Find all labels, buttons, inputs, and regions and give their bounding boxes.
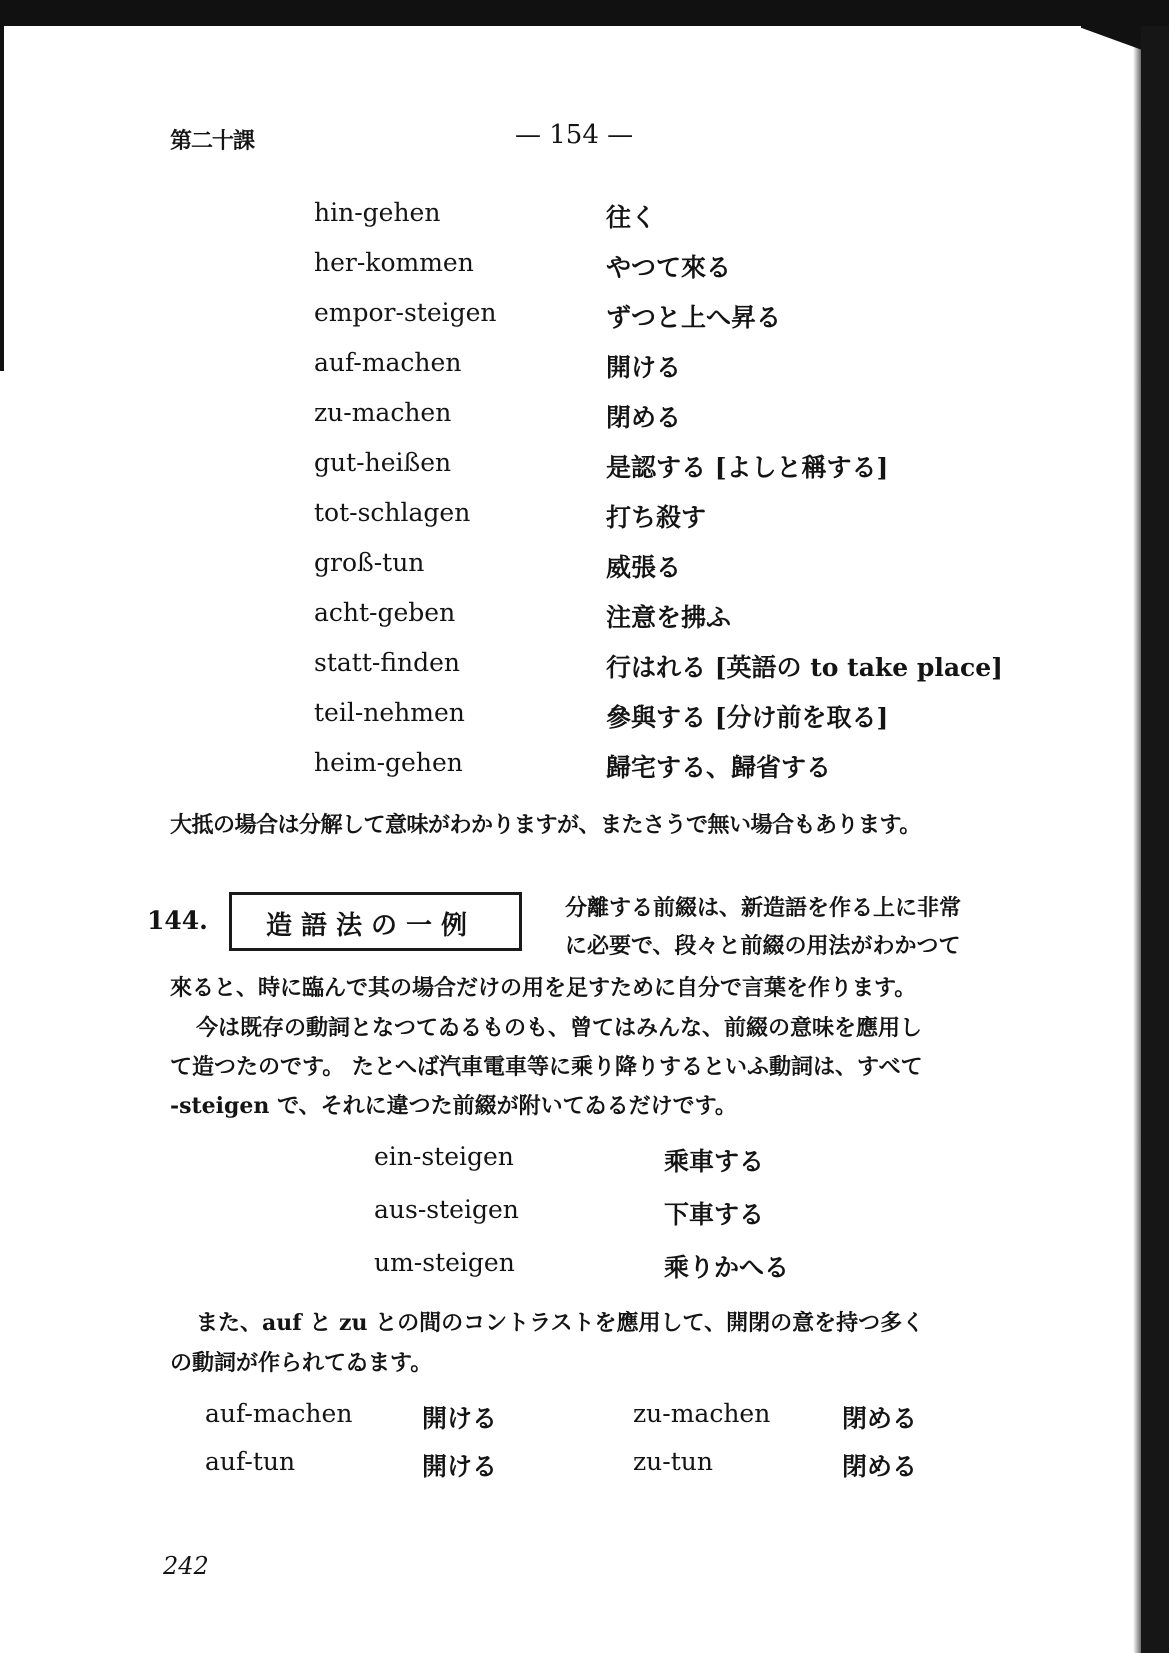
german-word: heim-gehen [314,748,463,777]
japanese-meaning: 閉める [842,1452,918,1481]
paragraph-summary: 大抵の場合は分解して意味がわかりますが、またさうで無い場合もあります。 [170,812,921,838]
paragraph-line: の動詞が作られてゐます。 [170,1350,433,1376]
japanese-meaning: 乘りかへる [664,1253,790,1282]
german-word: ein-steigen [374,1142,514,1171]
paragraph-line: て造つたのです。 たとへば汽車電車等に乘り降りするといふ動詞は、すべて [170,1054,923,1080]
chapter-heading: 第二十課 [170,128,255,154]
japanese-meaning: 是認する [よしと稱する] [606,453,889,482]
german-word: zu-tun [633,1447,713,1476]
scan-edge-top [0,0,1169,26]
japanese-meaning: 歸宅する、歸省する [606,753,832,782]
section-title: 造語法の一例 [266,911,477,941]
japanese-meaning: 威張る [606,553,682,582]
scan-edge-left [0,26,4,371]
german-word: statt-finden [314,648,460,677]
japanese-meaning: 閉める [842,1404,918,1433]
scan-edge-right-shadow [1133,30,1141,1653]
german-word: empor-steigen [314,298,497,327]
german-word: um-steigen [374,1248,515,1277]
paragraph-line: また、auf と zu との間のコントラストを應用して、開閉の意を持つ多く [196,1310,925,1336]
german-word: auf-machen [314,348,462,377]
japanese-meaning: 開ける [422,1404,498,1433]
japanese-meaning: ずつと上へ昇る [606,303,782,332]
section-number: 144. [147,906,208,935]
section-intro-line: に必要で、段々と前綴の用法がわかつて [565,933,961,959]
japanese-meaning: 打ち殺す [606,503,707,532]
german-word: acht-geben [314,598,456,627]
section-intro-line: 分離する前綴は、新造語を作る上に非常 [565,895,962,921]
german-word: zu-machen [314,398,452,427]
japanese-meaning: やつて來る [606,253,732,282]
german-word: groß-tun [314,548,425,577]
japanese-meaning: 乘車する [664,1147,765,1176]
section-intro-continuation: 來ると、時に臨んで其の場合だけの用を足すために自分で言葉を作ります。 [170,975,917,1001]
japanese-meaning: 閉める [606,403,682,432]
japanese-meaning: 往く [606,203,657,232]
german-word: auf-machen [205,1399,353,1428]
german-word: auf-tun [205,1447,296,1476]
page-number: 242 [163,1552,209,1580]
german-word: gut-heißen [314,448,452,477]
german-word: hin-gehen [314,198,441,227]
paragraph-line: 今は既存の動詞となつてゐるものも、曾てはみんな、前綴の意味を應用し [196,1015,923,1041]
japanese-meaning: 行はれる [英語の to take place] [606,653,1003,682]
japanese-meaning: 下車する [664,1200,765,1229]
scan-edge-right [1141,26,1169,1653]
running-page-number: — 154 — [515,120,634,150]
german-word: aus-steigen [374,1195,519,1224]
german-word: zu-machen [633,1399,771,1428]
scan-edge-corner [1081,26,1141,56]
german-word: teil-nehmen [314,698,465,727]
japanese-meaning: 開ける [422,1452,498,1481]
german-word: her-kommen [314,248,474,277]
japanese-meaning: 參與する [分け前を取る] [606,703,889,732]
japanese-meaning: 注意を拂ふ [606,603,732,632]
japanese-meaning: 開ける [606,353,682,382]
german-word: tot-schlagen [314,498,471,527]
paragraph-line: -steigen で、それに違つた前綴が附いてゐるだけです。 [170,1093,737,1119]
